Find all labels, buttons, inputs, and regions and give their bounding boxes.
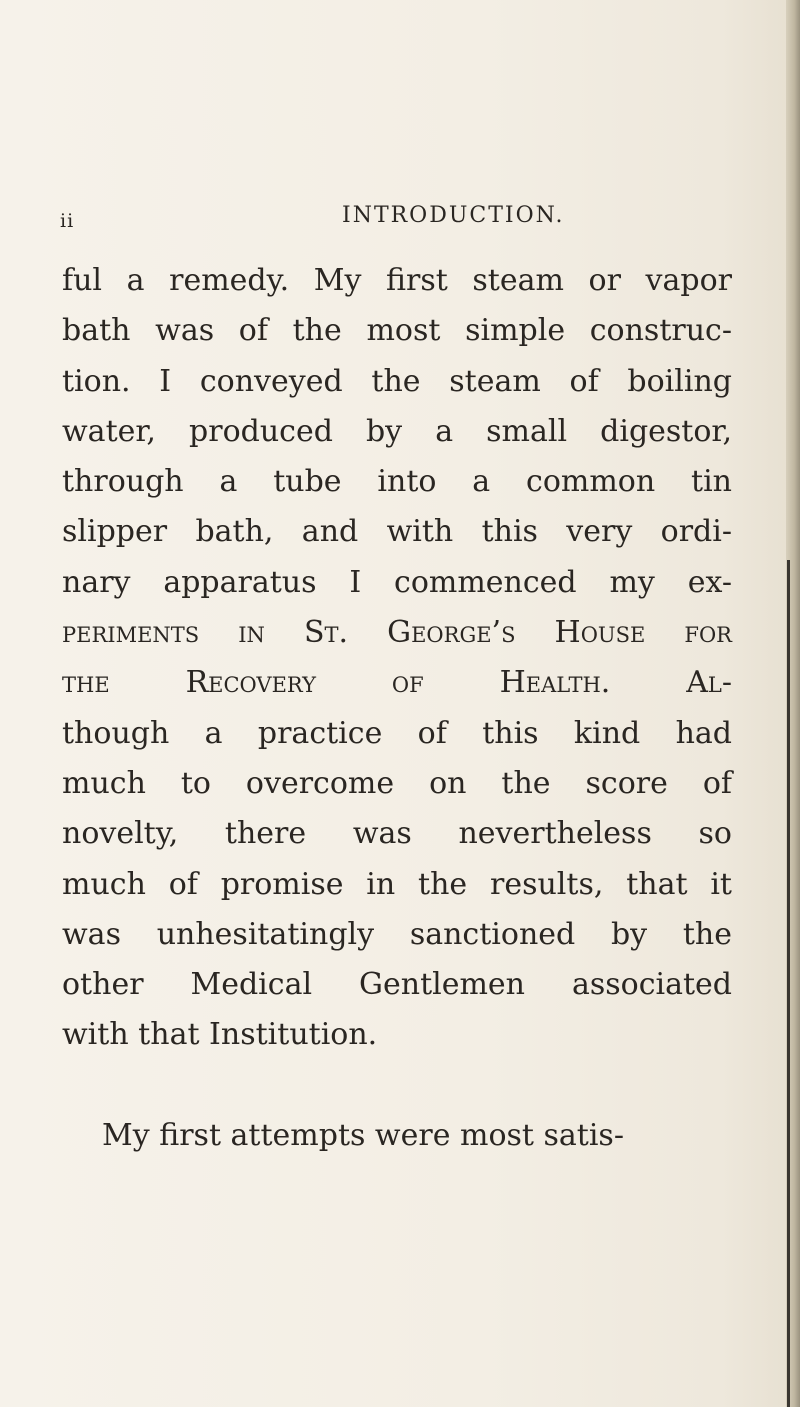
paragraph-start: My first attempts were most satis-	[102, 1117, 624, 1153]
text-line: nary apparatus I commenced my ex-	[62, 564, 732, 600]
text-line: through a tube into a common tin	[62, 464, 732, 500]
text-line: much to overcome on the score of	[62, 765, 732, 801]
page-number: ii	[60, 210, 75, 232]
text-line: ful a remedy. My first steam or vapor	[62, 263, 732, 298]
text-line: much of promise in the results, that it	[62, 866, 732, 902]
text-line: with that Institution.	[62, 1017, 378, 1053]
text-line: slipper bath, and with this very ordi-	[62, 514, 732, 550]
text-line: other Medical Gentlemen associated	[62, 967, 732, 1003]
binding-shadow-line	[787, 560, 790, 1407]
text-line: water, produced by a small digestor,	[62, 413, 732, 449]
text-line: novelty, there was nevertheless so	[62, 816, 732, 852]
text-line: though a practice of this kind had	[62, 715, 732, 751]
text-line: periments in St. George’s House for	[62, 615, 732, 651]
text-line: the Recovery of Health. Al-	[62, 665, 732, 701]
running-head: INTRODUCTION.	[342, 203, 565, 228]
body-text	[62, 256, 732, 1161]
text-line: tion. I conveyed the steam of boiling	[62, 363, 732, 399]
text-line: was unhesitatingly sanctioned by the	[62, 916, 732, 952]
text-line: bath was of the most simple construc-	[62, 313, 732, 349]
